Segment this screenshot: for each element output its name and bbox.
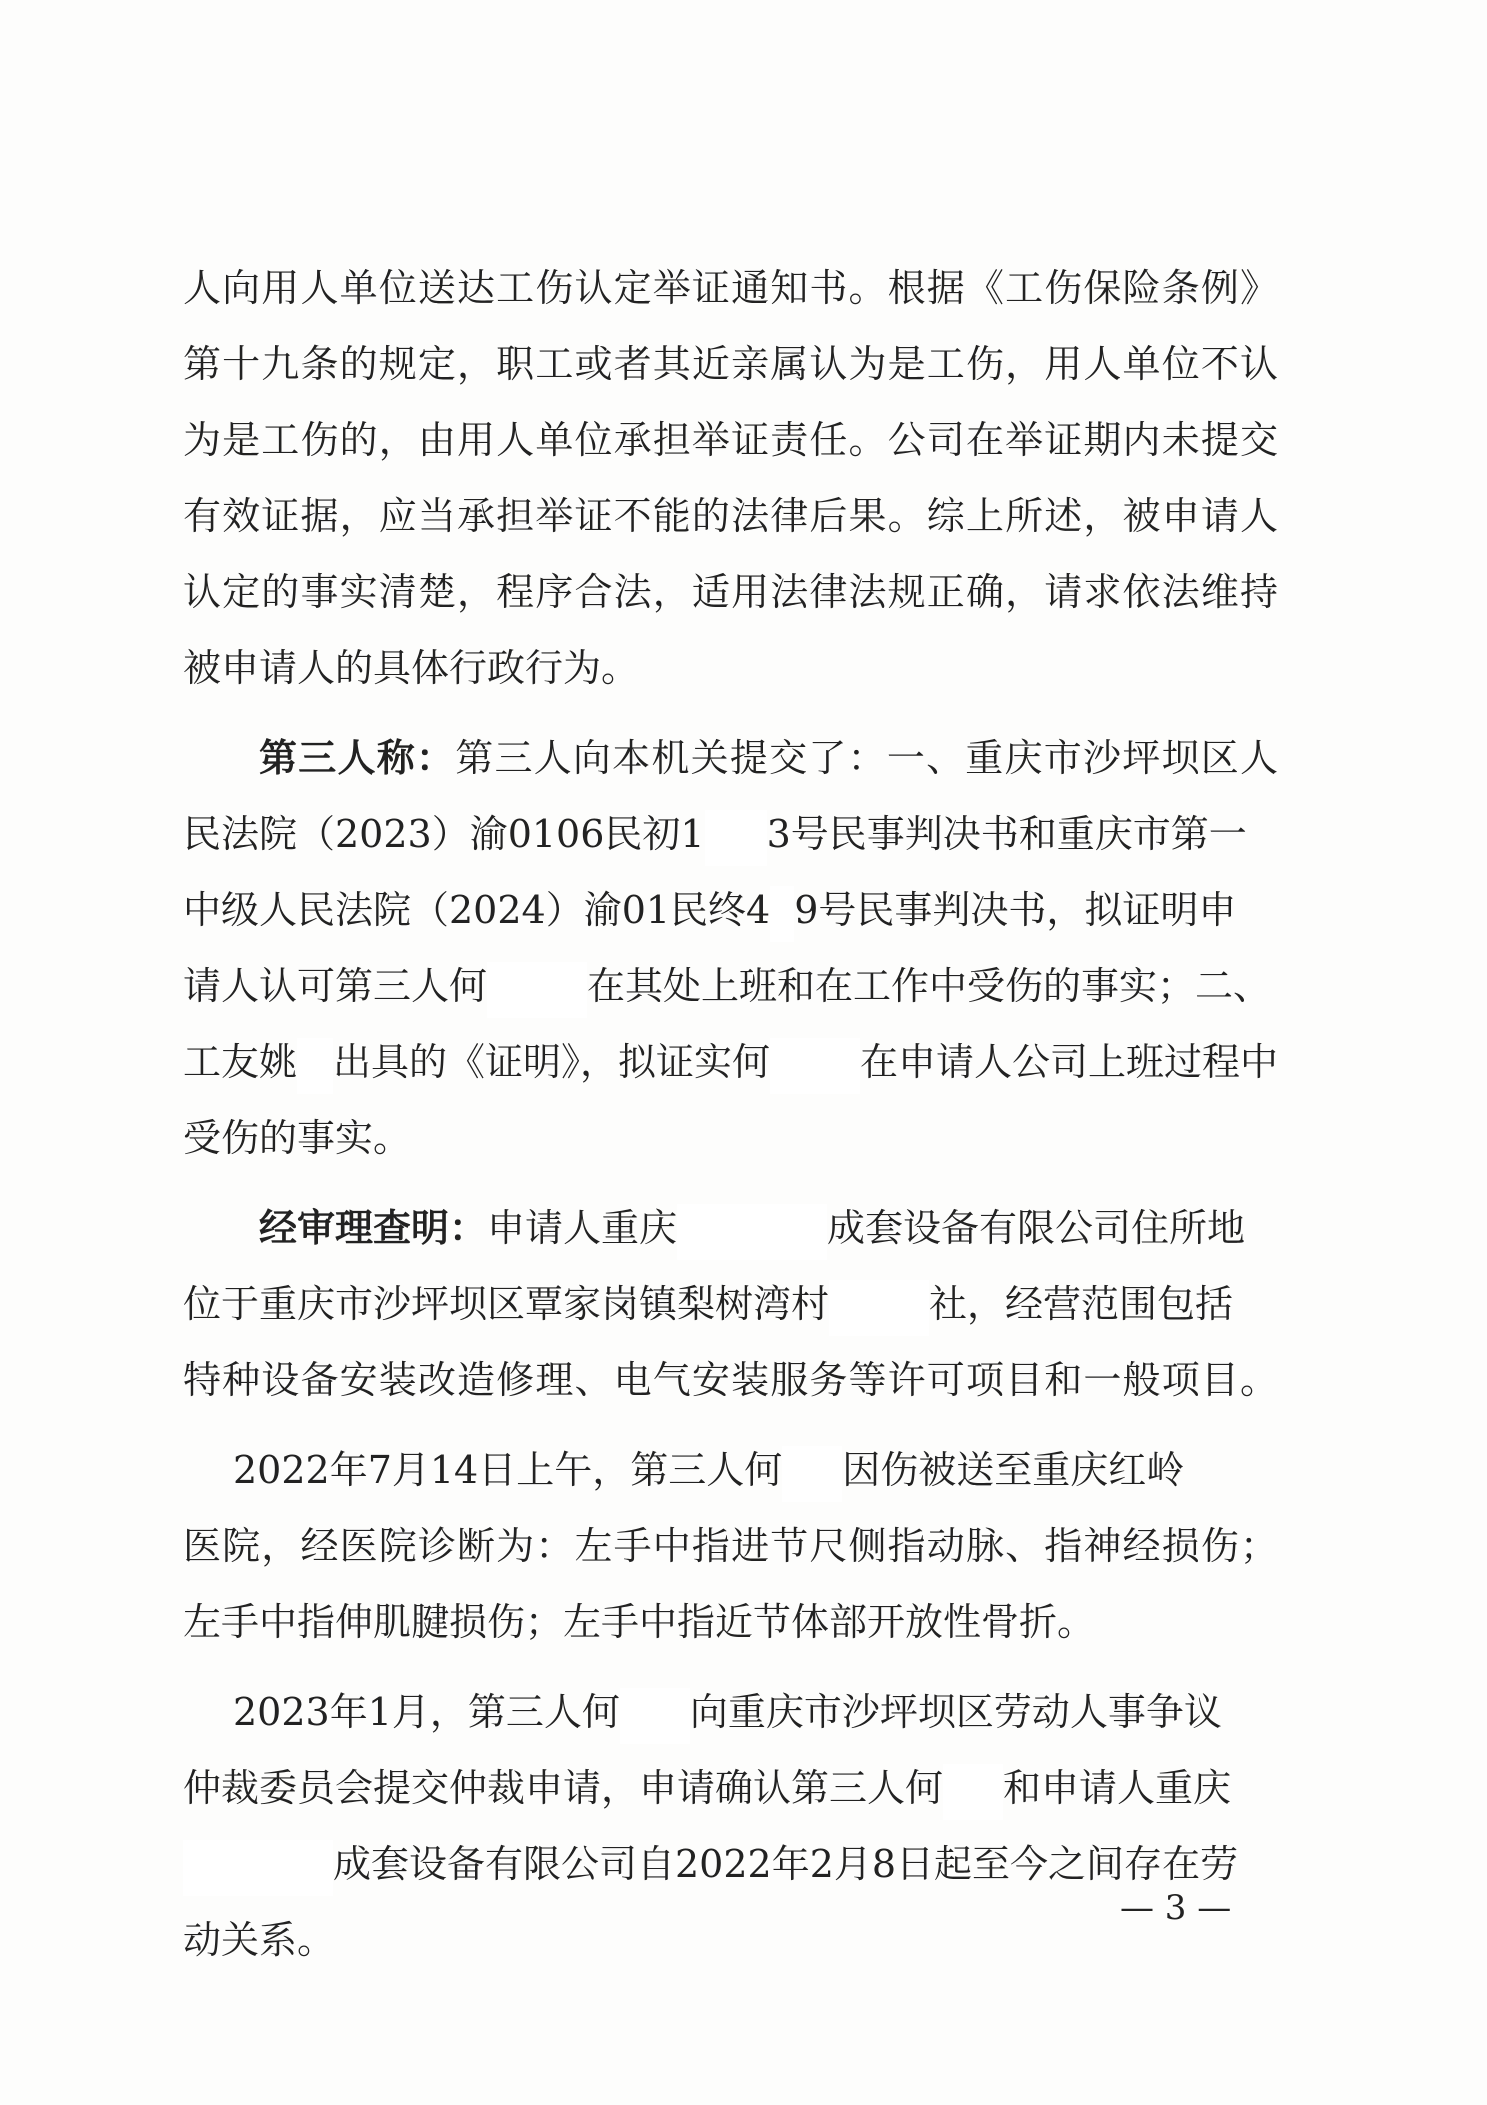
text-line <box>183 1190 1278 1266</box>
text-run: 2023年1月，第三人何 <box>233 1690 620 1734</box>
section-lead-third-party: 第三人称： <box>259 736 456 780</box>
redaction-box <box>183 1840 333 1896</box>
redaction-box <box>770 1038 860 1094</box>
text-run: 9号民事判决书，拟证明申 <box>794 888 1237 932</box>
text-line <box>183 796 1278 872</box>
text-run: 向重庆市沙坪坝区劳动人事争议 <box>689 1690 1222 1734</box>
paragraph-findings <box>183 1190 1278 1418</box>
text-line: 有效证据，应当承担举证不能的法律后果。综上所述，被申请人 <box>183 494 1278 538</box>
text-run: 因伤被送至重庆红岭 <box>842 1448 1185 1492</box>
text-line <box>183 1432 1278 1508</box>
text-line <box>183 1024 1278 1100</box>
paragraph-third-party-claim <box>183 720 1278 1176</box>
text-line: 左手中指伸肌腱损伤；左手中指近节体部开放性骨折。 <box>183 1600 1096 1644</box>
text-run: 中级人民法院（2024）渝01民终4 <box>183 888 771 932</box>
text-run: 社，经营范围包括 <box>929 1282 1234 1326</box>
redaction-box <box>297 1038 333 1094</box>
redaction-box <box>620 1688 690 1744</box>
text-run: 出具的《证明》，拟证实何 <box>333 1040 771 1084</box>
text-line: 人向用人单位送达工伤认定举证通知书。根据《工伤保险条例》 <box>183 266 1278 310</box>
redaction-box <box>705 810 767 866</box>
text-run: 申请人重庆 <box>487 1206 678 1250</box>
text-run: 成套设备有限公司自2022年2月8日起至今之间存在劳 <box>333 1842 1239 1886</box>
text-run: 请人认可第三人何 <box>183 964 488 1008</box>
text-run: 在其处上班和在工作中受伤的事实；二、 <box>587 964 1272 1008</box>
text-run: 位于重庆市沙坪坝区覃家岗镇梨树湾村 <box>183 1282 830 1326</box>
text-run: 在申请人公司上班过程中 <box>860 1040 1278 1084</box>
text-line: 为是工伤的，由用人单位承担举证责任。公司在举证期内未提交 <box>183 418 1278 462</box>
paragraph-injury <box>183 1432 1278 1660</box>
text-run: 民法院（2023）渝0106民初1 <box>183 812 705 856</box>
text-line <box>183 1674 1278 1750</box>
text-run: 2022年7月14日上午，第三人何 <box>233 1448 783 1492</box>
text-line <box>183 948 1278 1024</box>
text-run: 成套设备有限公司住所地 <box>827 1206 1246 1250</box>
text-run: 第三人向本机关提交了：一、重庆市沙坪坝区人 <box>455 736 1278 780</box>
section-lead-findings: 经审理查明： <box>259 1206 488 1250</box>
document-body <box>183 250 1278 1978</box>
redaction-box <box>770 886 794 942</box>
text-run: 工友姚 <box>183 1040 298 1084</box>
redaction-box <box>829 1280 929 1336</box>
text-run: 仲裁委员会提交仲裁申请，申请确认第三人何 <box>183 1766 944 1810</box>
redaction-box <box>677 1204 827 1260</box>
redaction-box <box>782 1446 842 1502</box>
text-line: 被申请人的具体行政行为。 <box>183 646 640 690</box>
text-line: 认定的事实清楚，程序合法，适用法律法规正确，请求依法维持 <box>183 570 1278 614</box>
text-line <box>183 1266 1278 1342</box>
text-line: 受伤的事实。 <box>183 1116 412 1160</box>
text-line <box>183 720 1278 796</box>
text-line: 医院，经医院诊断为：左手中指进节尺侧指动脉、指神经损伤； <box>183 1524 1278 1568</box>
redaction-box <box>943 1764 1003 1820</box>
text-run: 和申请人重庆 <box>1003 1766 1232 1810</box>
text-line <box>183 872 1278 948</box>
page-number: — 3 — <box>1120 1888 1232 1928</box>
redaction-box <box>487 962 587 1018</box>
text-line <box>183 1826 1278 1902</box>
text-line: 动关系。 <box>183 1918 336 1962</box>
text-run: 3号民事判决书和重庆市第一 <box>766 812 1247 856</box>
text-line: 特种设备安装改造修理、电气安装服务等许可项目和一般项目。 <box>183 1358 1278 1402</box>
paragraph-respondent-argument <box>183 250 1278 706</box>
paragraph-arbitration <box>183 1674 1278 1978</box>
text-line: 第十九条的规定，职工或者其近亲属认为是工伤，用人单位不认 <box>183 342 1278 386</box>
text-line <box>183 1750 1278 1826</box>
